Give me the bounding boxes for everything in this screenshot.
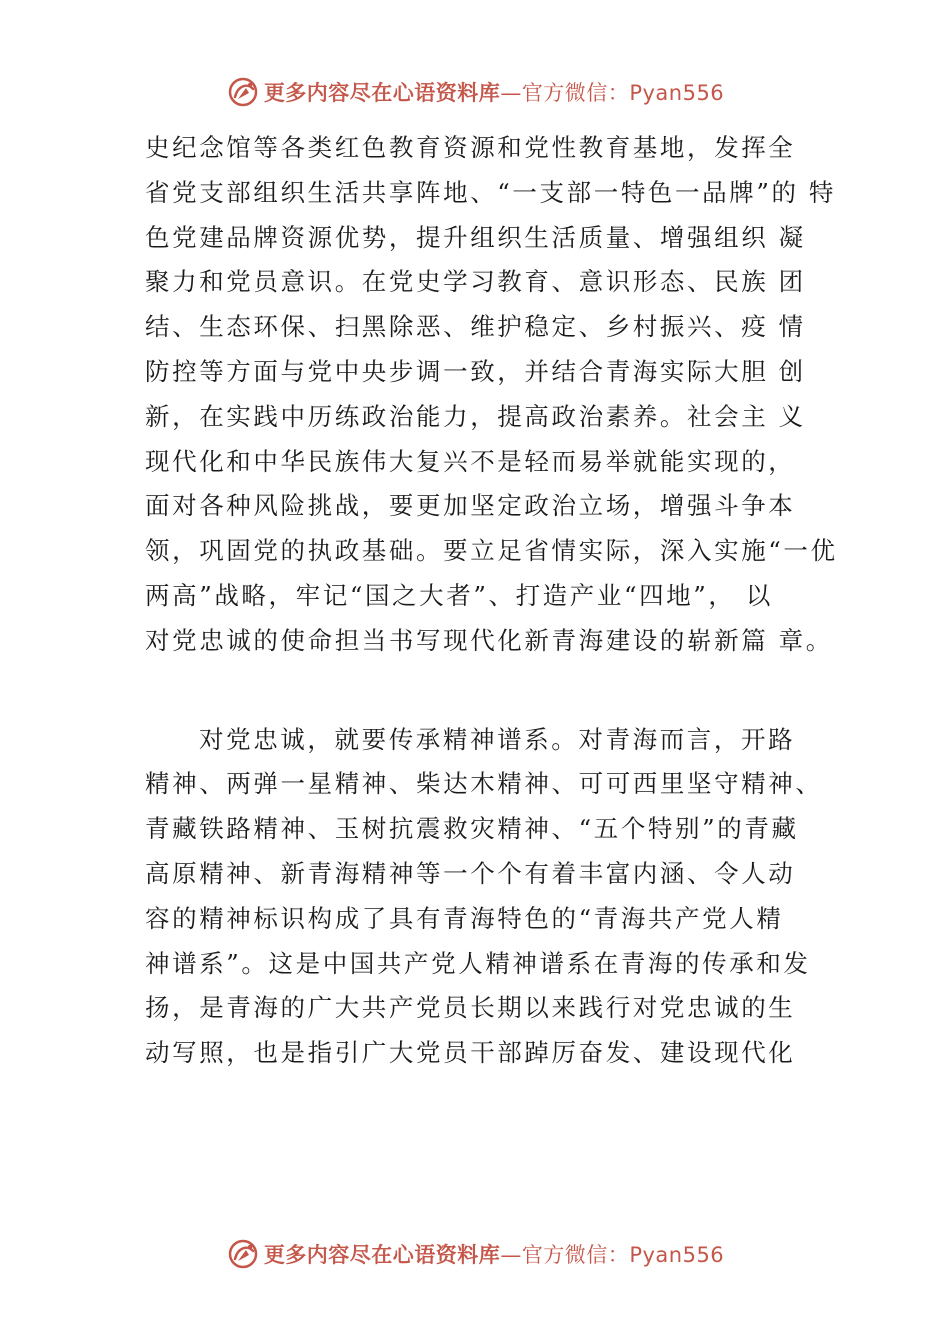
- text-line: 扬，是青海的广大共产党员长期以来践行对党忠诚的生: [145, 993, 796, 1023]
- document-body: [145, 126, 845, 1076]
- text-line: 青藏铁路精神、玉树抗震救灾精神、“五个特别”的青藏: [145, 814, 799, 844]
- text-line: 对党忠诚的使命担当书写现代化新青海建设的崭新篇 章。: [145, 625, 833, 655]
- paragraph-1: [145, 126, 845, 664]
- text-line: 高原精神、新青海精神等一个个有着丰富内涵、令人动: [145, 858, 796, 888]
- text-line: 新，在实践中历练政治能力，提高政治素养。社会主 义: [145, 401, 806, 431]
- header-text: [264, 77, 724, 107]
- footer-wechat-id: Pyan556: [629, 1243, 725, 1267]
- footer-separator: —: [500, 1243, 522, 1267]
- text-line: 两高”战略，牢记“国之大者”、打造产业“四地”， 以: [145, 580, 774, 610]
- text-line: 聚力和党员意识。在党史学习教育、意识形态、民族 团: [145, 267, 806, 297]
- brand-logo-icon: [226, 75, 260, 109]
- text-line: 防控等方面与党中央步调一致，并结合青海实际大胆 创: [145, 356, 806, 386]
- text-line: 现代化和中华民族伟大复兴不是轻而易举就能实现的，: [145, 446, 796, 476]
- text-line: 史纪念馆等各类红色教育资源和党性教育基地，发挥全: [145, 133, 796, 162]
- footer-banner: [0, 1234, 950, 1274]
- header-wechat-label: 官方微信：: [521, 81, 630, 105]
- text-line: 面对各种风险挑战，要更加坚定政治立场，增强斗争本: [145, 491, 796, 521]
- paragraph-spacer: [145, 664, 845, 718]
- brand-logo-icon: [226, 1237, 260, 1271]
- text-line: 色党建品牌资源优势，提升组织生活质量、增强组织 凝: [145, 222, 806, 252]
- footer-text: [264, 1239, 724, 1269]
- text-line: 容的精神标识构成了具有青海特色的“青海共产党人精: [145, 903, 784, 933]
- footer-site-name: 更多内容尽在心语资料库: [263, 1243, 501, 1267]
- paragraph-2: [145, 718, 845, 1076]
- text-line: 结、生态环保、扫黑除恶、维护稳定、乡村振兴、疫 情: [145, 312, 806, 342]
- text-line: 对党忠诚，就要传承精神谱系。对青海而言，开路: [199, 724, 796, 754]
- text-line: 省党支部组织生活共享阵地、“一支部一特色一品牌”的 特: [145, 177, 837, 207]
- text-line: 动写照，也是指引广大党员干部踔厉奋发、建设现代化: [145, 1038, 796, 1068]
- header-site-name: 更多内容尽在心语资料库: [263, 81, 501, 105]
- text-line: 精神、两弹一星精神、柴达木精神、可可西里坚守精神、: [145, 769, 823, 799]
- text-line: 领，巩固党的执政基础。要立足省情实际，深入实施“一优: [145, 536, 838, 566]
- header-wechat-id: Pyan556: [629, 81, 725, 105]
- header-separator: —: [500, 81, 522, 105]
- text-line: 神谱系”。这是中国共产党人精神谱系在青海的传承和发: [145, 948, 811, 978]
- footer-wechat-label: 官方微信：: [521, 1243, 630, 1267]
- header-banner: [0, 72, 950, 112]
